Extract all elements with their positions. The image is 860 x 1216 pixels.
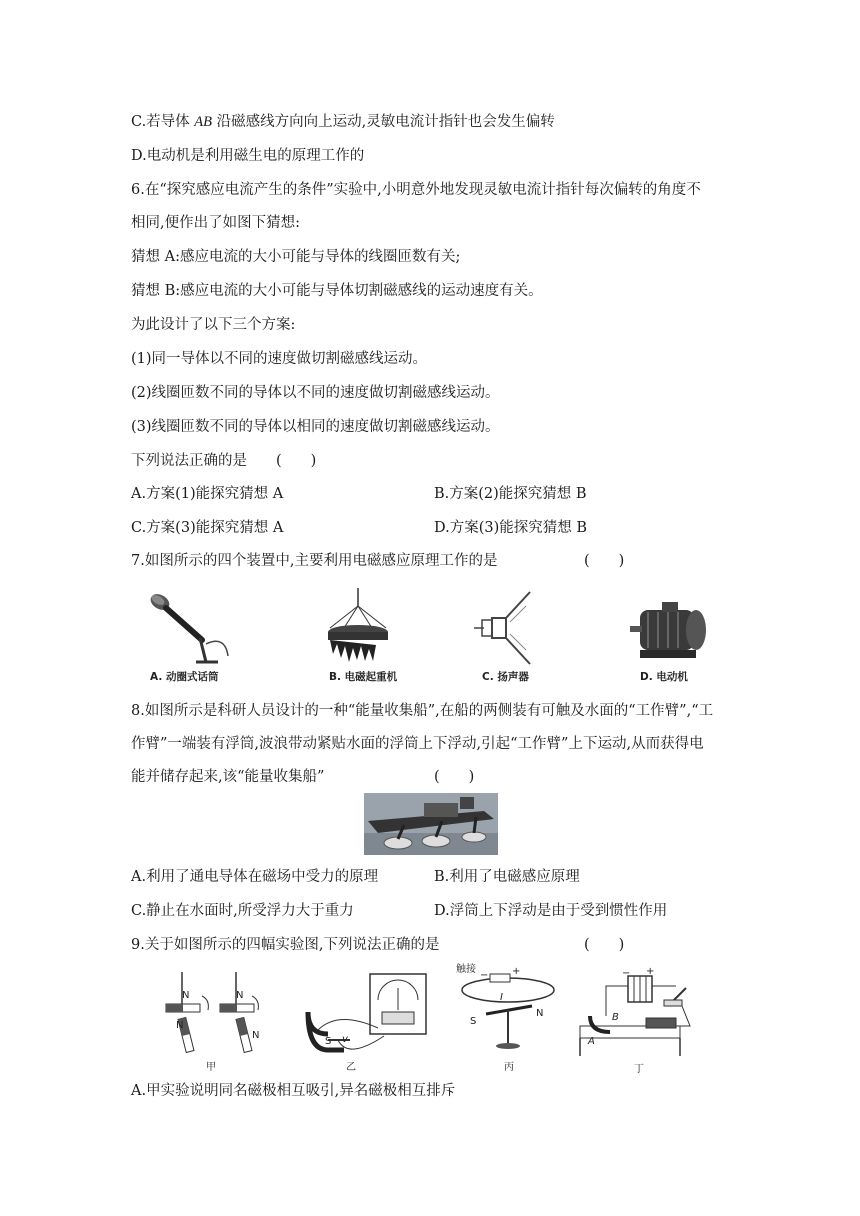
q6-plan-intro: 为此设计了以下三个方案: (131, 317, 296, 333)
oersted-experiment-icon (456, 964, 566, 1054)
option-6a: A.方案(1)能探究猜想 A (131, 486, 284, 502)
fig9-caption-ding: 丁 (634, 1064, 644, 1075)
fig7-caption-d: D. 电动机 (640, 671, 688, 683)
yi-velocity-label: v (342, 1034, 348, 1045)
q6-plan-2: (2)线圈匝数不同的导体以不同的速度做切割磁感线运动。 (131, 385, 500, 401)
bing-minus-label: − (480, 970, 489, 981)
q6-prompt: 下列说法正确的是 ( ) (131, 453, 317, 469)
option-5d: D.电动机是利用磁生电的原理工作的 (131, 148, 365, 164)
q9-answer-paren: ( ) (584, 937, 625, 953)
option-9a: A.甲实验说明同名磁极相互吸引,异名磁极相互排斥 (131, 1083, 456, 1099)
electromagnet-crane-icon (318, 588, 398, 668)
yi-pole-s: S (325, 1036, 332, 1047)
bing-plus-label: + (512, 966, 521, 977)
bing-touch-label: 触接 (456, 964, 476, 975)
jia-pole-n-top-right: N (236, 990, 244, 1001)
fig9-caption-jia: 甲 (206, 1062, 216, 1073)
bing-pole-n: N (536, 1008, 544, 1019)
option-6c: C.方案(3)能探究猜想 A (131, 520, 284, 536)
q6-guess-b: 猜想 B:感应电流的大小可能与导体切割磁感线的运动速度有关。 (131, 283, 543, 299)
microphone-icon (140, 590, 240, 668)
q8-stem-3: 能并储存起来,该“能量收集船” (131, 769, 325, 785)
loudspeaker-icon (470, 588, 540, 668)
fig7-caption-c: C. 扬声器 (482, 671, 529, 683)
q6-stem-2: 相同,便作出了如图下猜想: (131, 215, 300, 231)
option-8a: A.利用了通电导体在磁场中受力的原理 (131, 869, 379, 885)
magnet-pole-experiment-icon (160, 970, 270, 1060)
q6-plan-3: (3)线圈匝数不同的导体以相同的速度做切割磁感线运动。 (131, 419, 500, 435)
fig7-caption-a: A. 动圈式话筒 (150, 671, 219, 683)
jia-pole-n-bottom-right: N (252, 1030, 260, 1041)
q6-stem-1: 6.在“探究感应电流产生的条件”实验中,小明意外地发现灵敏电流计指针每次偏转的角度不 (131, 182, 701, 198)
q8-answer-paren: ( ) (434, 769, 475, 785)
ding-minus-label: − (622, 968, 631, 979)
option-8d: D.浮筒上下浮动是由于受到惯性作用 (434, 903, 668, 919)
option-6b: B.方案(2)能探究猜想 B (434, 486, 587, 502)
jia-pole-n-bottom-left: N (176, 1020, 184, 1031)
option-6d: D.方案(3)能探究猜想 B (434, 520, 588, 536)
jia-pole-n-top-left: N (182, 990, 190, 1001)
motor-circuit-experiment-icon (576, 966, 700, 1062)
q6-guess-a: 猜想 A:感应电流的大小可能与导体的线圈匝数有关; (131, 249, 461, 265)
bing-pole-s: S (470, 1016, 477, 1027)
bing-current-label: I (500, 992, 503, 1003)
q8-stem-1: 8.如图所示是科研人员设计的一种“能量收集船”,在船的两侧装有可触及水面的“工作臂”,“工 (131, 703, 714, 719)
q7-answer-paren: ( ) (584, 553, 625, 569)
q8-stem-2: 作臂”一端装有浮筒,波浪带动紧贴水面的浮筒上下浮动,引起“工作臂”上下运动,从而获得电 (131, 736, 704, 752)
option-8c: C.静止在水面时,所受浮力大于重力 (131, 903, 354, 919)
conductor-ab: AB (194, 114, 213, 130)
energy-harvesting-ship-icon (364, 793, 498, 855)
option-8b: B.利用了电磁感应原理 (434, 869, 580, 885)
fig9-caption-yi: 乙 (346, 1062, 356, 1073)
q6-plan-1: (1)同一导体以不同的速度做切割磁感线运动。 (131, 351, 428, 367)
fig7-caption-b: B. 电磁起重机 (329, 671, 398, 683)
fig9-caption-bing: 丙 (504, 1062, 514, 1073)
electric-motor-icon (626, 598, 712, 664)
ding-point-b: B (612, 1012, 619, 1023)
option-5c: C.若导体 AB 沿磁感线方向向上运动,灵敏电流计指针也会发生偏转 (131, 114, 555, 130)
q7-stem: 7.如图所示的四个装置中,主要利用电磁感应原理工作的是 (131, 553, 498, 569)
q9-stem: 9.关于如图所示的四幅实验图,下列说法正确的是 (131, 937, 440, 953)
ding-plus-label: + (646, 966, 655, 977)
galvanometer-experiment-icon (298, 970, 432, 1060)
ding-point-a: A (588, 1036, 595, 1047)
